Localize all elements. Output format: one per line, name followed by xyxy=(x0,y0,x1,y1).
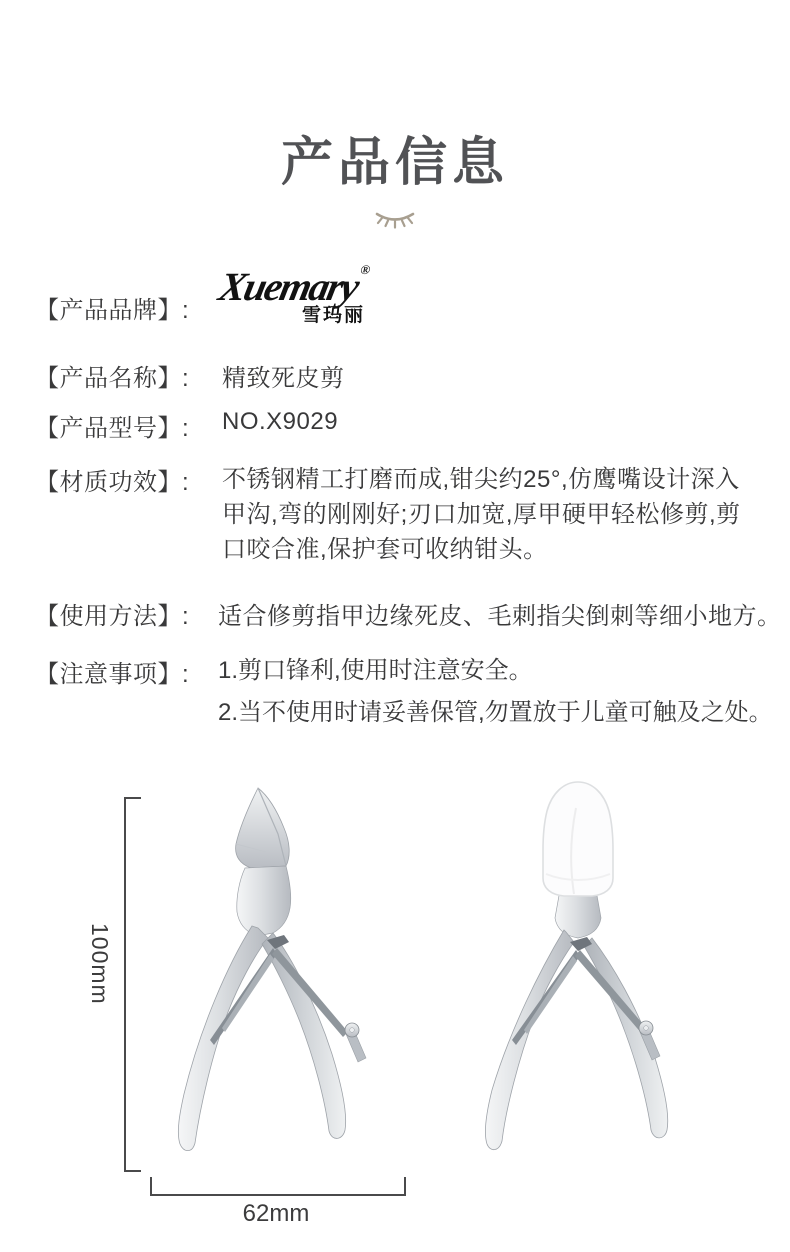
usage-value: 适合修剪指甲边缘死皮、毛刺指尖倒刺等细小地方。 xyxy=(218,603,782,630)
material-value: 不锈钢精工打磨而成,钳尖约25°,仿鹰嘴设计深入甲沟,弯的刚刚好;刃口加宽,厚甲硬甲轻松修剪,剪口咬合准,保护套可收纳钳头。 xyxy=(222,466,741,563)
width-dimension-label: 62mm xyxy=(242,1200,310,1227)
brand-logo xyxy=(215,262,410,346)
nipper-left-image xyxy=(178,788,366,1151)
brand-logo-chinese: 雪玛丽 xyxy=(302,305,366,326)
height-dimension-bracket xyxy=(124,797,141,1172)
product-name-value: 精致死皮剪 xyxy=(222,365,345,392)
notes-row-label: 【注意事项】: xyxy=(35,661,190,688)
brand-logo-script: Xuemary® xyxy=(215,262,372,309)
name-row-label: 【产品名称】: xyxy=(35,365,190,392)
note-line-1: 1.剪口锋利,使用时注意安全。 xyxy=(218,657,533,684)
material-row-label: 【材质功效】: xyxy=(35,469,190,496)
model-row-label: 【产品型号】: xyxy=(35,415,190,442)
notes-value xyxy=(218,650,773,734)
page-title: 产品信息 xyxy=(280,134,509,192)
note-line-2: 2.当不使用时请妥善保管,勿置放于儿童可触及之处。 xyxy=(218,699,773,726)
brand-row-label: 【产品品牌】: xyxy=(35,297,190,324)
width-dimension-bracket xyxy=(150,1177,406,1196)
product-model-value: NO.X9029 xyxy=(222,408,339,435)
closed-eye-lashes-icon xyxy=(373,208,417,232)
nipper-right-image xyxy=(485,782,667,1150)
registered-trademark-icon: ® xyxy=(359,262,372,277)
height-dimension-label: 100mm xyxy=(87,923,113,1005)
product-images xyxy=(140,778,720,1178)
usage-row-label: 【使用方法】: xyxy=(35,603,190,630)
